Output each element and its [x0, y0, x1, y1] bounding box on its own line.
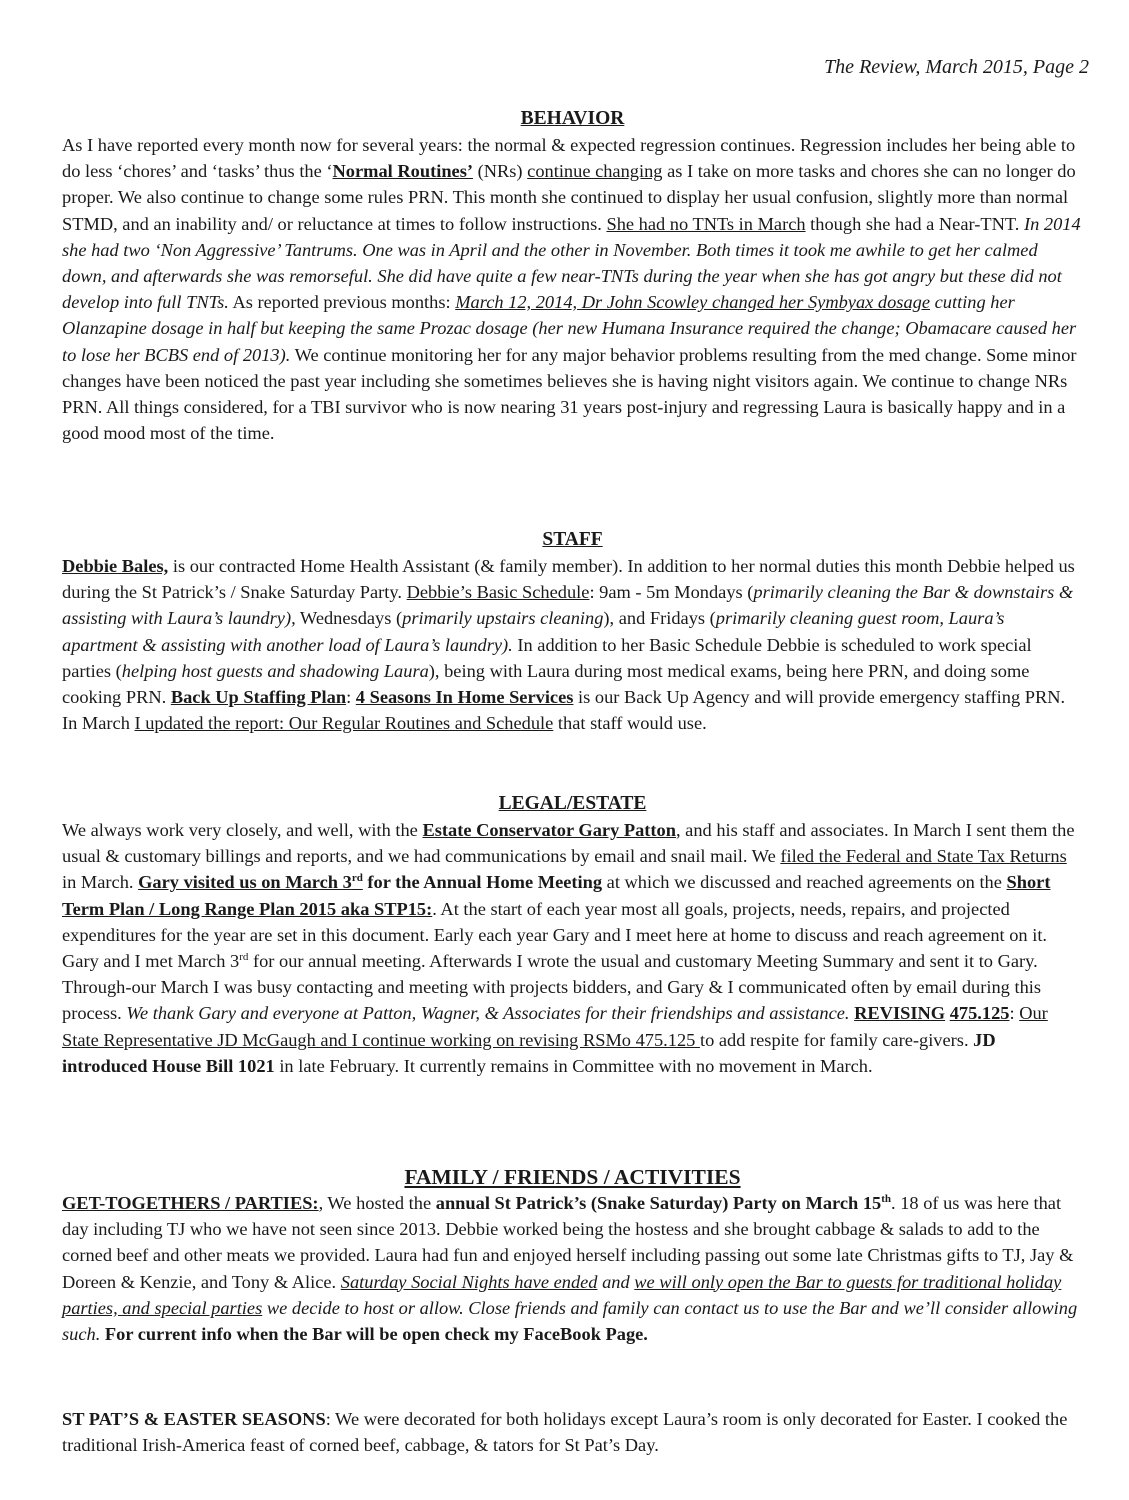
- section-seasons: [62, 1406, 1083, 1458]
- paragraph-seasons: ST PAT’S & EASTER SEASONS: We were decorated for both holidays except Laura’s room is only decorated for Easter. I cooked the traditional Irish-America feast of corned beef, cabbage, & tators for St Pat’s Day.: [62, 1409, 1068, 1456]
- heading-legal-estate: LEGAL/ESTATE: [498, 793, 647, 814]
- paragraph-family-friends: GET-TOGETHERS / PARTIES:, We hosted the annual St Patrick’s (Snake Saturday) Party on March 15th. 18 of us was here that day including TJ who we have not seen since 2013. Debbie worked being the hostess and she brought cabbage & salads to add to the corned beef and other meats we provided. Laura had fun and enjoyed herself including passing out some late Christmas gifts to TJ, Jay & Doreen & Kenzie, and Tony & Alice. Saturday Social Nights have ended and we will only open the Bar to guests for traditional holiday parties, and special parties we decide to host or allow. Close friends and family can contact us to use the Bar and we’ll consider allowing such. For current info when the Bar will be open check my FaceBook Page.: [62, 1192, 1078, 1345]
- running-head: The Review, March 2015, Page 2: [824, 56, 1089, 78]
- paragraph-legal-estate: We always work very closely, and well, with the Estate Conservator Gary Patton, and his staff and associates. In March I sent them the usual & customary billings and reports, and we had communications by email and snail mail. We filed the Federal and State Tax Returns in March. Gary visited us on March 3rd for the Annual Home Meeting at which we discussed and reached agreements on the Short Term Plan / Long Range Plan 2015 aka STP15:. At the start of each year most all goals, projects, needs, repairs, and projected expenditures for the year are set in this document. Early each year Gary and I meet here at home to discuss and reach agreement on it. Gary and I met March 3rd for our annual meeting. Afterwards I wrote the usual and customary Meeting Summary and sent it to Gary. Through-our March I was busy contacting and meeting with projects bidders, and Gary & I communicated often by email during this process. We thank Gary and everyone at Patton, Wagner, & Associates for their friendships and assistance. REVISING 475.125: Our State Representative JD McGaugh and I continue working on revising RSMo 475.125 to add respite for family care-givers. JD introduced House Bill 1021 in late February. It currently remains in Committee with no movement in March.: [62, 820, 1075, 1076]
- section-behavior: [62, 106, 1083, 446]
- paragraph-staff: Debbie Bales, is our contracted Home Health Assistant (& family member). In addition to her normal duties this month Debbie helped us during the St Patrick’s / Snake Saturday Party. Debbie’s Basic Schedule: 9am - 5m Mondays (primarily cleaning the Bar & downstairs & assisting with Laura’s laundry), Wednesdays (primarily upstairs cleaning), and Fridays (primarily cleaning guest room, Laura’s apartment & assisting with another load of Laura’s laundry). In addition to her Basic Schedule Debbie is scheduled to work special parties (helping host guests and shadowing Laura), being with Laura during most medical exams, being here PRN, and doing some cooking PRN. Back Up Staffing Plan: 4 Seasons In Home Services is our Back Up Agency and will provide emergency staffing PRN. In March I updated the report: Our Regular Routines and Schedule that staff would use.: [62, 556, 1075, 734]
- section-legal-estate: [62, 791, 1083, 1079]
- section-family-friends: [62, 1164, 1083, 1347]
- paragraph-behavior: As I have reported every month now for several years: the normal & expected regression continues. Regression includes her being able to do less ‘chores’ and ‘tasks’ thus the ‘Normal Routines’ (NRs) continue changing as I take on more tasks and chores she can no longer do proper. We also continue to change some rules PRN. This month she continued to display her usual confusion, slightly more than normal STMD, and an inability and/ or reluctance at times to follow instructions. She had no TNTs in March though she had a Near-TNT. In 2014 she had two ‘Non Aggressive’ Tantrums. One was in April and the other in November. Both times it took me awhile to get her calmed down, and afterwards she was remorseful. She did have quite a few near-TNTs during the year when she has got angry but these did not develop into full TNTs. As reported previous months: March 12, 2014, Dr John Scowley changed her Symbyax dosage cutting her Olanzapine dosage in half but keeping the same Prozac dosage (her new Humana Insurance required the change; Obamacare caused her to lose her BCBS end of 2013). We continue monitoring her for any major behavior problems resulting from the med change. Some minor changes have been noticed the past year including she sometimes believes she is having night visitors again. We continue to change NRs PRN. All things considered, for a TBI survivor who is now nearing 31 years post-injury and regressing Laura is basically happy and in a good mood most of the time.: [62, 135, 1081, 444]
- section-staff: [62, 527, 1083, 736]
- heading-staff: STAFF: [542, 529, 603, 550]
- heading-behavior: BEHAVIOR: [520, 108, 625, 129]
- heading-family-friends: FAMILY / FRIENDS / ACTIVITIES: [404, 1165, 741, 1189]
